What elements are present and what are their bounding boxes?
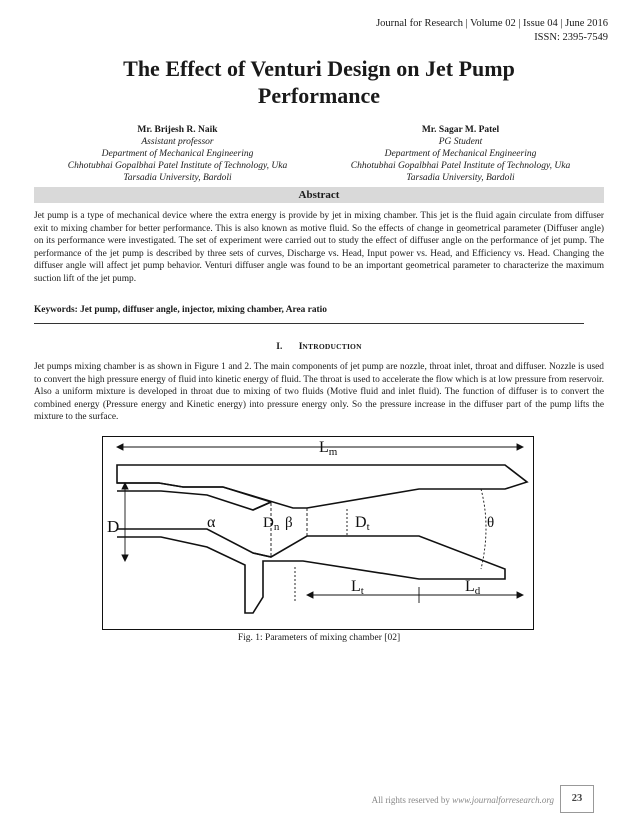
- author-inst: Chhotubhai Gopalbhai Patel Institute of Technology, Uka: [350, 161, 571, 171]
- journal-header: [376, 17, 608, 44]
- label-Dt: Dt: [355, 514, 370, 533]
- label-D: D: [107, 517, 120, 536]
- divider: [34, 323, 584, 324]
- label-alpha: α: [207, 514, 216, 531]
- keywords: Keywords: Jet pump, diffuser angle, injector, mixing chamber, Area ratio: [34, 305, 327, 315]
- author-dept: Department of Mechanical Engineering: [384, 149, 537, 159]
- page-number: 23: [560, 785, 594, 813]
- author-1: [36, 124, 319, 184]
- author-inst: Chhotubhai Gopalbhai Patel Institute of Technology, Uka: [67, 161, 288, 171]
- section-title-rest: NTRODUCTION: [302, 342, 362, 351]
- section-number: I.: [276, 342, 283, 352]
- label-Dn: $D_n$: [263, 515, 280, 533]
- intro-text: Jet pumps mixing chamber is as shown in Figure 1 and 2. The main components of jet pump are nozzle, throat inlet, throat and diffuser. Nozzle is used to convert the high pressure energy of fluid into kinetic energy of fluid. The throat is used to accelerate the flow which is at low pressure from reservoir. Also a uniform mixture is developed in throat due to mixing of two fluids (Motive fluid and inlet fluid). The function of diffuser is to convert the combined energy (Pressure energy and Kinetic energy) into pressure energy only. So the pressure increase in the diffuser part of the pump lifts the mixture to the surface.: [34, 362, 604, 423]
- label-beta: β: [285, 515, 293, 531]
- abstract-text: Jet pump is a type of mechanical device where the extra energy is provide by jet in mixing chamber. This jet is the fluid again circulate from diffuser exit to mixing chamber for better performance. This is also known as motive fluid. So the effects of change in geometrical parameter (Diffuser angle) on its performance were investigated. The set of experiment were carried out to study the effect of diffuser angle on the performance of jet pump. The performance of the jet pump is described by three sets of curves, Discharge vs. Head, Input power vs. Head, and Efficiency vs. Head. Changing the diffuser angle will affect jet pump behavior. Venturi diffuser angle was found to be an important geometrical parameter to characterize the maximum suction lift of the jet pump.: [34, 211, 604, 284]
- journal-info: Journal for Research | Volume 02 | Issue 04 | June 2016: [376, 18, 608, 29]
- author-block: [36, 124, 602, 184]
- section-title-first: I: [298, 342, 303, 352]
- paper-title: [40, 55, 598, 109]
- author-dept: Department of Mechanical Engineering: [101, 149, 254, 159]
- mixing-chamber-diagram: [103, 437, 533, 629]
- label-theta: θ: [487, 515, 495, 531]
- author-name: Mr. Brijesh R. Naik: [137, 125, 218, 135]
- author-2: [319, 124, 602, 184]
- author-univ: Tarsadia University, Bardoli: [406, 173, 515, 183]
- title-line-1: The Effect of Venturi Design on Jet Pump: [123, 56, 515, 81]
- author-univ: Tarsadia University, Bardoli: [123, 173, 232, 183]
- label-Lm: Lm: [319, 439, 338, 458]
- author-role: PG Student: [438, 137, 483, 147]
- issn: ISSN: 2395-7549: [534, 31, 608, 43]
- figure-caption: Fig. 1: Parameters of mixing chamber [02]: [237, 633, 401, 643]
- footer-text: All rights reserved by www.journalforresearch.org: [371, 795, 554, 805]
- author-name: Mr. Sagar M. Patel: [421, 125, 500, 135]
- section-heading: [0, 342, 638, 352]
- label-Ld: Ld: [465, 578, 481, 597]
- lower-nozzle: [117, 529, 505, 613]
- figure-1: [102, 436, 534, 630]
- footer-link[interactable]: www.journalforresearch.org: [452, 795, 554, 805]
- label-Lt: Lt: [351, 578, 364, 597]
- upper-nozzle: [117, 483, 271, 510]
- title-line-2: Performance: [257, 83, 381, 108]
- author-role: Assistant professor: [141, 137, 214, 147]
- abstract-heading: Abstract: [34, 187, 604, 203]
